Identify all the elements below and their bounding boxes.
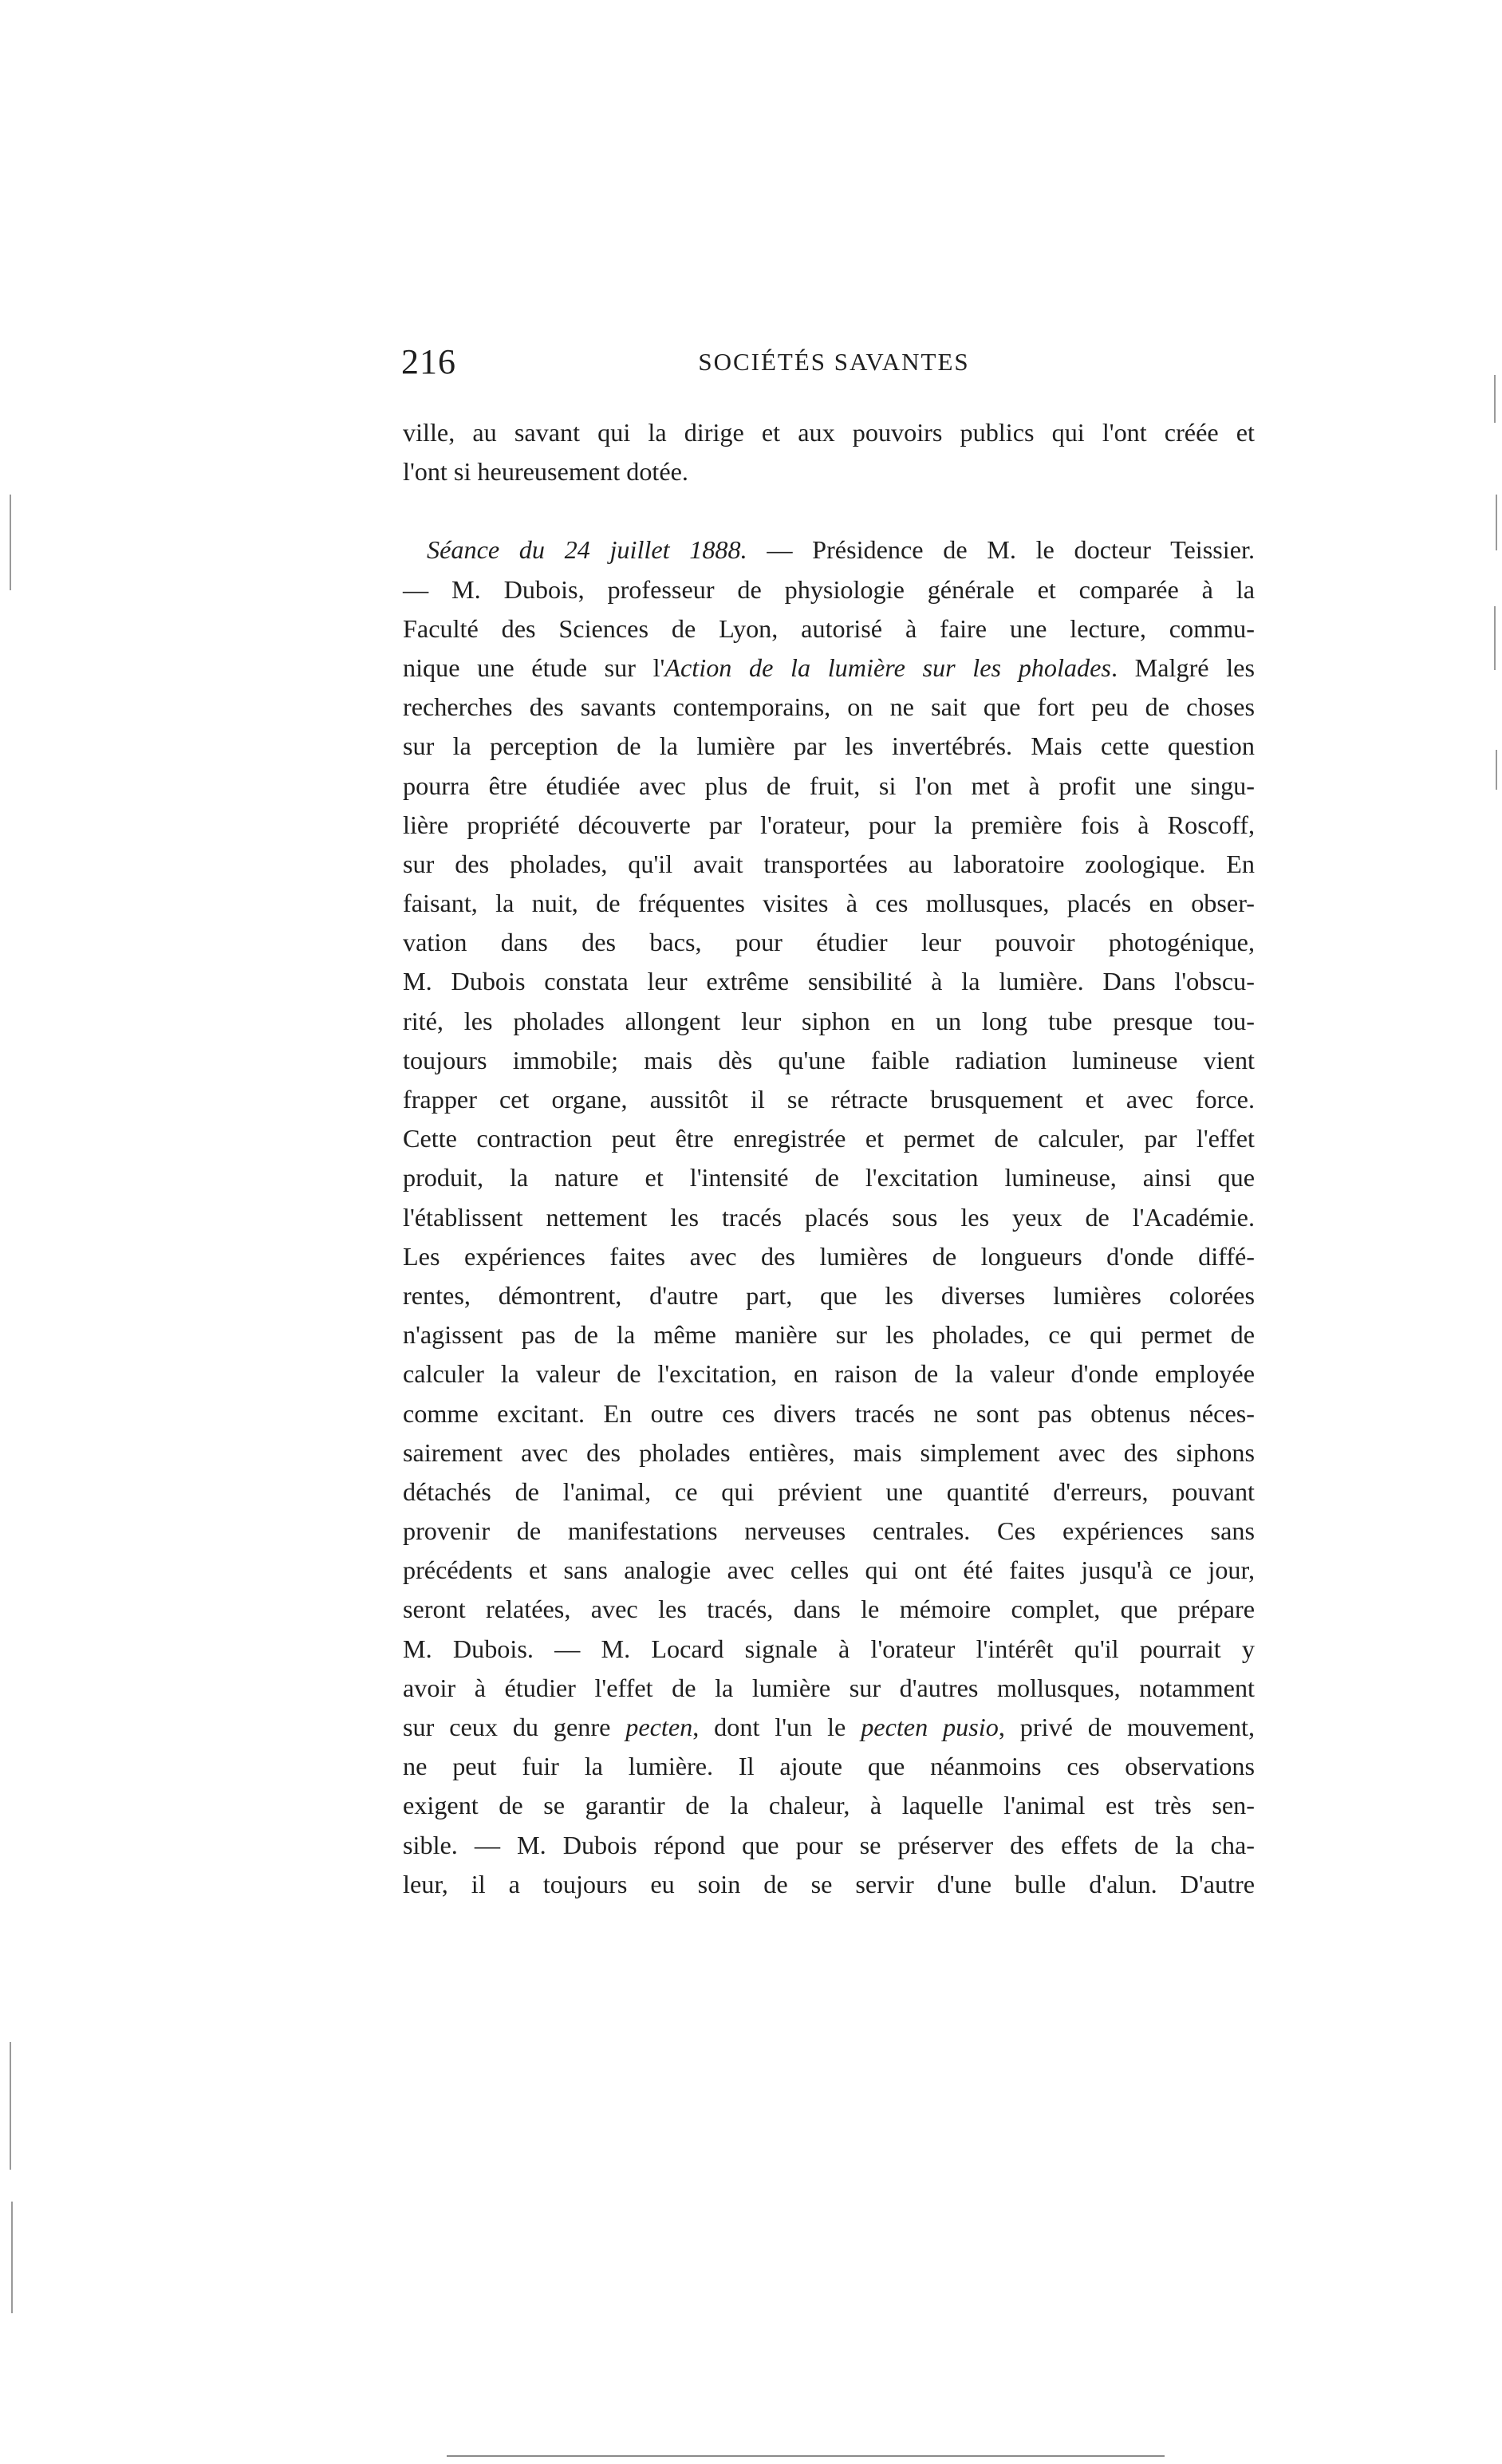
text-line: pourra être étudiée avec plus de fruit, si l'on met à profit une singu- xyxy=(403,771,1255,800)
text-line: recherches des savants contemporains, on ne sait que fort peu de choses xyxy=(403,692,1255,722)
text-line xyxy=(403,649,1255,688)
text-line: rité, les pholades allongent leur siphon en un long tube presque tou- xyxy=(403,1006,1255,1035)
text-line: Cette contraction peut être enregistrée et permet de calculer, par l'effet xyxy=(403,1124,1255,1153)
text-run: , dont l'un le xyxy=(692,1713,861,1741)
text-line: rentes, démontrent, d'autre part, que les diverses lumières colorées xyxy=(403,1280,1255,1310)
text-line: calculer la valeur de l'excitation, en raison de la valeur d'onde employée xyxy=(403,1359,1255,1389)
text-run: nique une étude sur l' xyxy=(403,652,665,682)
text-line: faisant, la nuit, de fréquentes visites à ces mollusques, placés en obser- xyxy=(403,889,1255,918)
text-line: toujours immobile; mais dès qu'une faible radiation lumineuse vient xyxy=(403,1045,1255,1074)
text-line: produit, la nature et l'intensité de l'excitation lumineuse, ainsi que xyxy=(403,1163,1255,1193)
text-line: — M. Dubois, professeur de physiologie générale et comparée à la xyxy=(403,574,1255,604)
text-run: , privé de mouvement, xyxy=(998,1713,1256,1741)
article-body xyxy=(403,413,1255,1904)
text-line: détachés de l'animal, ce qui prévient une quantité d'erreurs, pouvant xyxy=(403,1476,1255,1506)
species-name: pecten pusio xyxy=(861,1713,999,1741)
genus-name: pecten xyxy=(625,1713,693,1741)
page-number: 216 xyxy=(401,342,456,381)
text-run: — Présidence de M. le docteur Teissier. xyxy=(747,535,1256,565)
text-line: précédents et sans analogie avec celles qui ont été faites jusqu'à ce jour, xyxy=(403,1555,1255,1585)
session-date: Séance du 24 juillet 1888. xyxy=(427,535,747,565)
text-line: avoir à étudier l'effet de la lumière sur d'autres mollusques, notamment xyxy=(403,1673,1255,1702)
text-line: M. Dubois constata leur extrême sensibilité à la lumière. Dans l'obscu- xyxy=(403,967,1255,996)
text-line xyxy=(403,1708,1255,1747)
scan-edge-mark xyxy=(1494,606,1496,670)
scan-edge-mark xyxy=(1494,375,1496,423)
text-run: sur ceux du genre xyxy=(403,1713,626,1741)
text-line: ville, au savant qui la dirige et aux pouvoirs publics qui l'ont créée et xyxy=(403,418,1255,447)
scan-edge-mark xyxy=(11,2202,13,2313)
text-line: Faculté des Sciences de Lyon, autorisé à faire une lecture, commu- xyxy=(403,613,1255,643)
text-line: sairement avec des pholades entières, mais simplement avec des siphons xyxy=(403,1437,1255,1467)
text-line: l'établissent nettement les tracés placés sous les yeux de l'Académie. xyxy=(403,1202,1255,1232)
scan-edge-mark xyxy=(10,495,11,590)
paragraph xyxy=(403,413,1255,491)
text-line: exigent de se garantir de la chaleur, à laquelle l'animal est très sen- xyxy=(403,1791,1255,1820)
text-line: leur, il a toujours eu soin de se servir d'une bulle d'alun. D'autre xyxy=(403,1869,1255,1898)
text-line: M. Dubois. — M. Locard signale à l'orateur l'intérêt qu'il pourrait y xyxy=(403,1634,1255,1663)
page-header xyxy=(401,341,1267,389)
text-run: . Malgré les xyxy=(1110,652,1255,682)
text-line: l'ont si heureusement dotée. xyxy=(403,457,688,487)
text-line: comme excitant. En outre ces divers tracés ne sont pas obtenus néces- xyxy=(403,1398,1255,1428)
text-line: vation dans des bacs, pour étudier leur pouvoir photogénique, xyxy=(403,928,1255,957)
text-line xyxy=(403,530,1255,570)
paragraph xyxy=(403,530,1255,1904)
text-line: sible. — M. Dubois répond que pour se préserver des effets de la cha- xyxy=(403,1830,1255,1859)
scan-edge-mark xyxy=(1496,495,1497,550)
study-title: Action de la lumière sur les pholades xyxy=(664,652,1111,682)
text-line: ne peut fuir la lumière. Il ajoute que néanmoins ces observations xyxy=(403,1752,1255,1781)
scan-edge-mark xyxy=(1496,750,1497,790)
text-line: lière propriété découverte par l'orateur, pour la première fois à Roscoff, xyxy=(403,810,1255,839)
text-line: frapper cet organe, aussitôt il se rétracte brusquement et avec force. xyxy=(403,1085,1255,1114)
running-head: SOCIÉTÉS SAVANTES xyxy=(698,348,970,376)
scan-edge-mark xyxy=(10,2042,11,2170)
scan-bottom-rule xyxy=(447,2455,1165,2457)
text-line: provenir de manifestations nerveuses centrales. Ces expériences sans xyxy=(403,1516,1255,1546)
text-line: seront relatées, avec les tracés, dans le mémoire complet, que prépare xyxy=(403,1595,1255,1624)
text-line: n'agissent pas de la même manière sur les pholades, ce qui permet de xyxy=(403,1320,1255,1350)
text-line: Les expériences faites avec des lumières de longueurs d'onde diffé- xyxy=(403,1241,1255,1271)
text-line: sur des pholades, qu'il avait transportées au laboratoire zoologique. En xyxy=(403,849,1255,878)
text-line: sur la perception de la lumière par les invertébrés. Mais cette question xyxy=(403,731,1255,761)
